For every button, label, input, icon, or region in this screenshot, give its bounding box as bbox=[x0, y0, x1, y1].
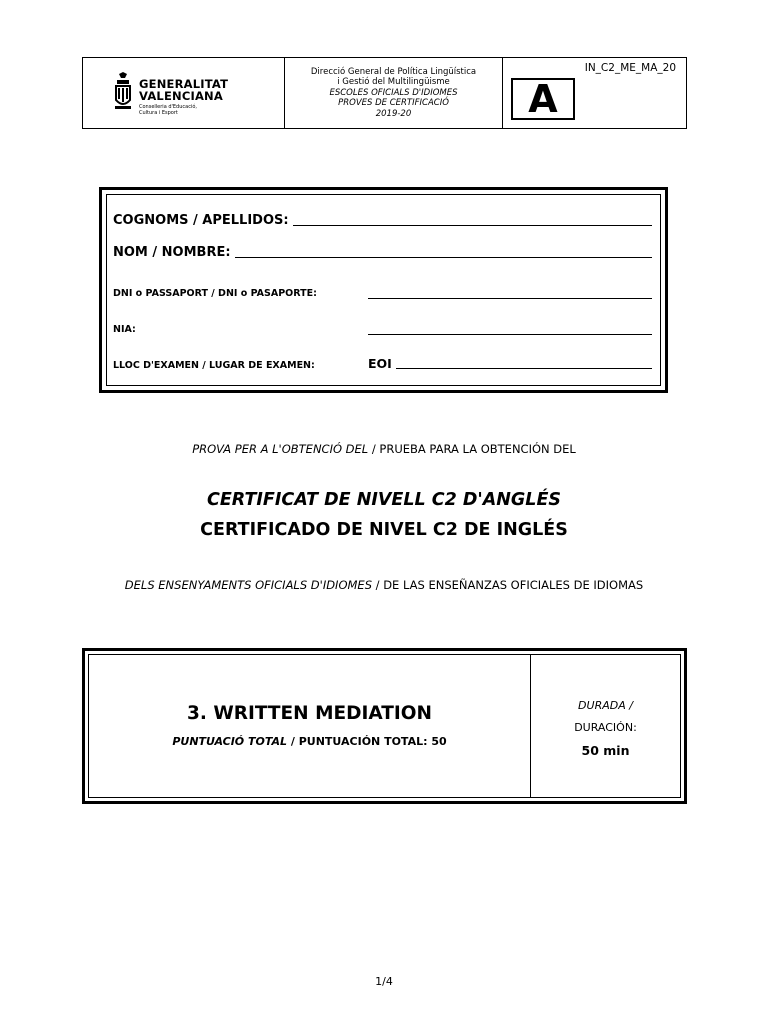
name-label: NOM / NOMBRE: bbox=[113, 245, 231, 260]
dni-row bbox=[113, 285, 652, 299]
duration-label-va: DURADA / bbox=[578, 699, 633, 712]
model-letter-box bbox=[511, 78, 575, 120]
logo-subtext-line2: Cultura i Esport bbox=[139, 110, 178, 116]
section-title-cell bbox=[89, 655, 531, 797]
org-line-1: Direcció General de Política Lingüística bbox=[310, 66, 477, 77]
model-letter: A bbox=[528, 77, 558, 121]
org-line-5: 2019-20 bbox=[375, 108, 412, 119]
duration-label-es: DURACIÓN: bbox=[574, 721, 637, 734]
intro-text: PROVA PER A L'OBTENCIÓ DEL / PRUEBA PARA LA OBTENCIÓN DEL bbox=[192, 442, 576, 456]
candidate-info-box bbox=[99, 187, 668, 393]
duration-cell bbox=[531, 655, 680, 797]
code-cell bbox=[503, 58, 686, 128]
org-line-3: ESCOLES OFICIALS D'IDIOMES bbox=[329, 87, 458, 98]
intro-text-va: PROVA PER A L'OBTENCIÓ DEL bbox=[192, 442, 369, 456]
name-row bbox=[113, 245, 652, 260]
nia-label: NIA: bbox=[113, 324, 136, 335]
document-code: IN_C2_ME_MA_20 bbox=[584, 62, 676, 74]
nia-field[interactable] bbox=[368, 333, 652, 335]
page-number: 1/4 bbox=[375, 975, 393, 988]
nia-row bbox=[113, 321, 652, 335]
logo-subtext-line1: Conselleria d'Educació, bbox=[139, 104, 198, 110]
surname-field[interactable] bbox=[293, 224, 652, 226]
intro-text-es: PRUEBA PARA LA OBTENCIÓN DEL bbox=[379, 442, 576, 456]
section-box bbox=[82, 648, 687, 804]
header-table bbox=[82, 57, 687, 129]
teachings-text-va: DELS ENSENYAMENTS OFICIALS D'IDIOMES bbox=[124, 578, 372, 592]
logo-text-line2: VALENCIANA bbox=[139, 89, 223, 103]
teachings-text: DELS ENSENYAMENTS OFICIALS D'IDIOMES / DE LAS ENSEÑANZAS OFICIALES DE IDIOMAS bbox=[124, 578, 644, 592]
surname-row bbox=[113, 213, 652, 228]
section-title: 3. WRITTEN MEDIATION bbox=[187, 703, 432, 724]
dni-field[interactable] bbox=[368, 297, 652, 299]
duration-value: 50 min bbox=[581, 743, 630, 758]
exam-place-row bbox=[113, 355, 652, 371]
total-score: PUNTUACIÓ TOTAL / PUNTUACIÓN TOTAL: 50 bbox=[172, 735, 447, 748]
org-line-4: PROVES DE CERTIFICACIÓ bbox=[338, 98, 449, 109]
surname-label: COGNOMS / APELLIDOS: bbox=[113, 213, 289, 228]
generalitat-logo-icon bbox=[113, 72, 133, 112]
org-line-2: i Gestió del Multilingüisme bbox=[337, 77, 450, 88]
total-score-es: PUNTUACIÓN TOTAL: 50 bbox=[298, 735, 447, 748]
total-score-va: PUNTUACIÓ TOTAL bbox=[172, 735, 288, 748]
certificate-title-va: CERTIFICAT DE NIVELL C2 D'ANGLÉS bbox=[206, 490, 562, 510]
certificate-title-es: CERTIFICADO DE NIVEL C2 DE INGLÉS bbox=[200, 520, 568, 540]
logo-text-line1: GENERALITAT bbox=[139, 77, 229, 91]
exam-place-field[interactable] bbox=[396, 368, 652, 369]
logo-cell bbox=[83, 58, 285, 128]
dni-label: DNI o PASSAPORT / DNI o PASAPORTE: bbox=[113, 288, 317, 299]
exam-place-prefix: EOI bbox=[368, 356, 392, 371]
organization-cell bbox=[285, 58, 503, 128]
teachings-text-es: DE LAS ENSEÑANZAS OFICIALES DE IDIOMAS bbox=[383, 578, 644, 592]
name-field[interactable] bbox=[235, 256, 652, 258]
exam-place-label: LLOC D'EXAMEN / LUGAR DE EXAMEN: bbox=[113, 360, 315, 371]
